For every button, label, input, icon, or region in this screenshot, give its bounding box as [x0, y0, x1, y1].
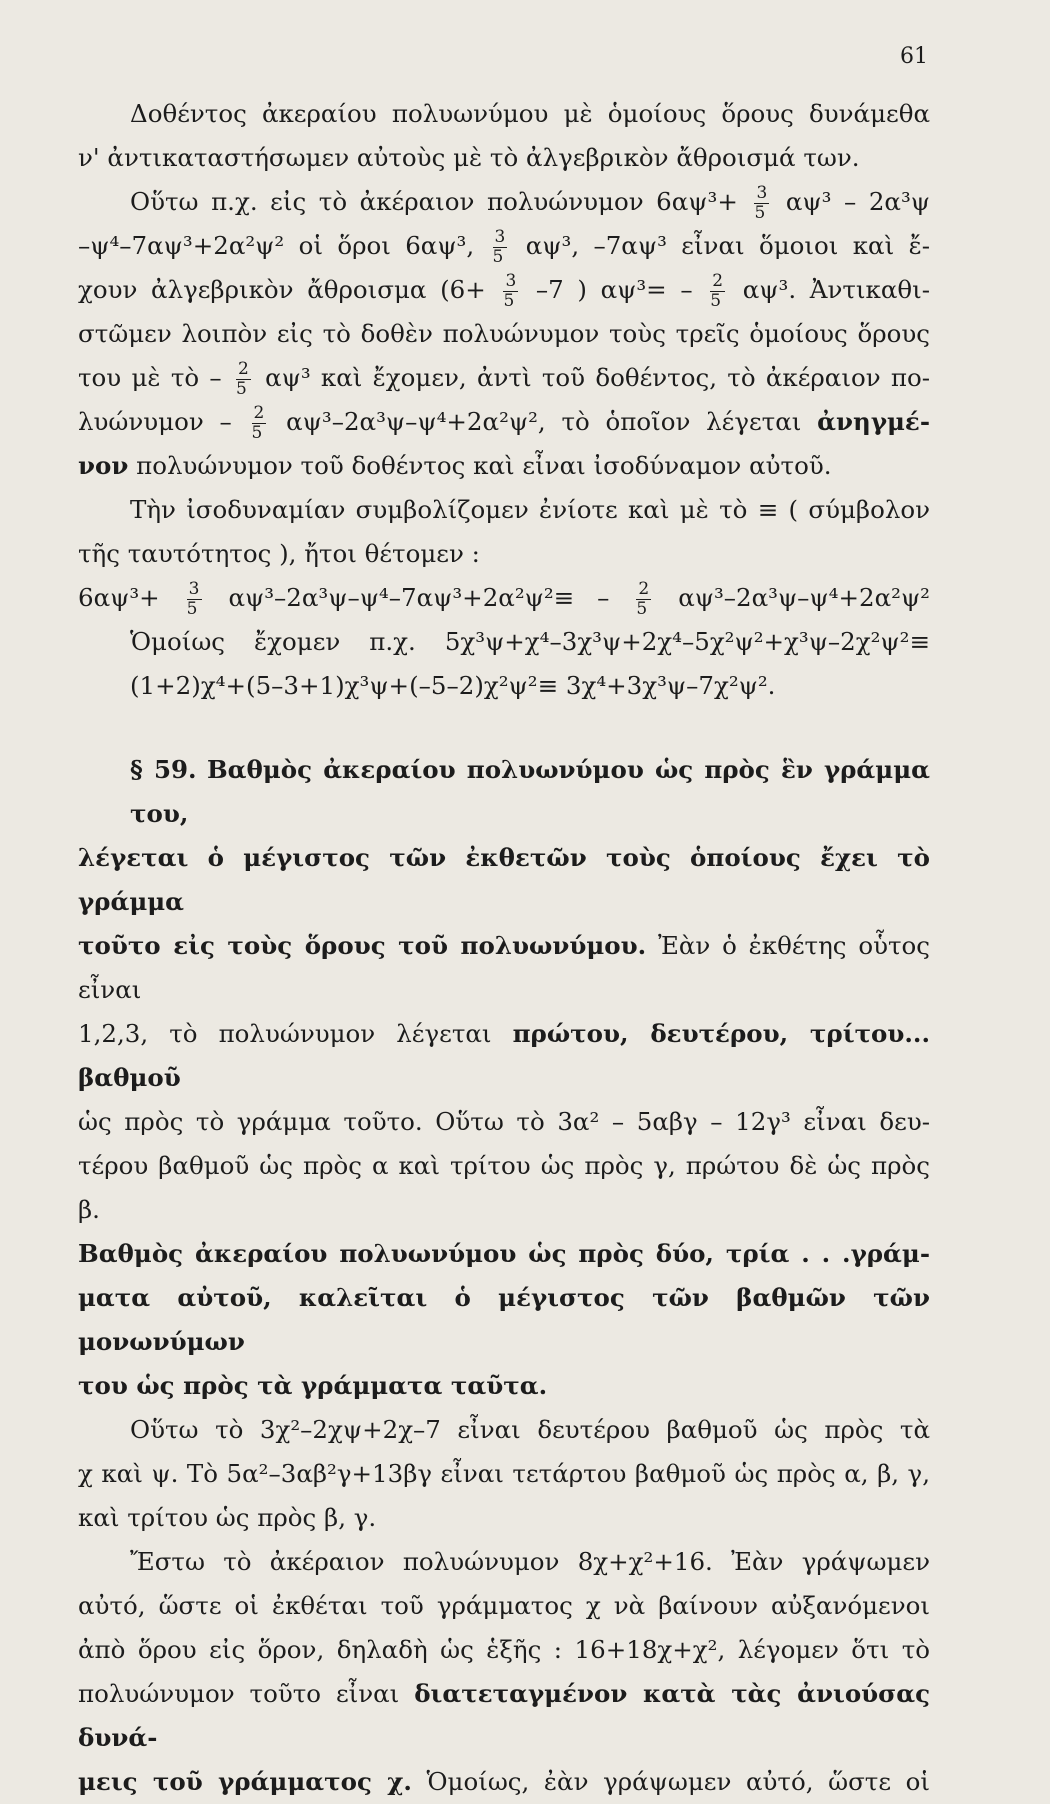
text-span: Οὕτω π.χ. εἰς τὸ ἀκέραιον πολυώνυμον 6αψ³+: [130, 187, 738, 216]
text-span: πολυώνυμον τοῦ δοθέντος καὶ εἶναι ἰσοδύναμον αὐτοῦ.: [136, 451, 832, 480]
page-number: 61: [900, 44, 928, 69]
bold-term: πρώτου, δευτέρου, τρίτου... βαθμοῦ: [78, 1019, 930, 1092]
numerator: 2: [253, 403, 265, 423]
text-line: ματα αὐτοῦ, καλεῖται ὁ μέγιστος τῶν βαθμῶν τῶν μονωνύμων: [78, 1283, 930, 1356]
text-line: [78, 268, 930, 312]
formula-line: (1+2)χ⁴+(5–3+1)χ³ψ+(–5–2)χ²ψ²≡ 3χ⁴+3χ³ψ–7χ²ψ².: [130, 671, 776, 700]
text-span: αψ³ καὶ ἔχομεν, ἀντὶ τοῦ δοθέντος, τὸ ἀκέραιον πο-: [265, 363, 931, 392]
section-number: § 59.: [130, 755, 197, 784]
numerator: 3: [188, 579, 200, 599]
text-span: 1,2,3, τὸ πολυώνυμον λέγεται: [78, 1019, 492, 1048]
fraction: [493, 228, 508, 267]
bold-term: ἀνηγμέ-: [817, 407, 930, 436]
bold-term: μεις τοῦ γράμματος χ.: [78, 1767, 412, 1796]
text-line: ν' ἀντικαταστήσωμεν αὐτοὺς μὲ τὸ ἀλγεβρικὸν ἄθροισμά των.: [78, 143, 860, 172]
text-span: αψ³. Ἀντικαθι-: [742, 275, 930, 304]
formula-line: [78, 576, 930, 620]
text-span: –7 ) αψ³= –: [535, 275, 693, 304]
text-line: Δοθέντος ἀκεραίου πολυωνύμου μὲ ὁμοίους ὅρους δυνάμεθα: [130, 99, 930, 128]
denominator: 5: [251, 423, 263, 443]
text-span: Ὁμοίως, ἐὰν γράψωμεν αὐτό, ὥστε οἱ: [426, 1767, 930, 1796]
text-line: χ καὶ ψ. Τὸ 5α²–3αβ²γ+13βγ εἶναι τετάρτου βαθμοῦ ὡς πρὸς α, β, γ,: [78, 1459, 930, 1488]
denominator: 5: [636, 599, 648, 619]
fraction: [710, 272, 725, 311]
fraction: [754, 184, 769, 223]
text-span: χουν ἀλγεβρικὸν ἄθροισμα (6+: [78, 275, 486, 304]
text-span: αψ³–2α³ψ–ψ⁴+2α²ψ²: [678, 583, 930, 612]
text-line: ἀπὸ ὅρου εἰς ὅρον, δηλαδὴ ὡς ἑξῆς : 16+18χ+χ², λέγομεν ὅτι τὸ: [78, 1635, 930, 1664]
text-line: λέγεται ὁ μέγιστος τῶν ἐκθετῶν τοὺς ὁποίους ἔχει τὸ γράμμα: [78, 843, 930, 916]
text-span: πολυώνυμον τοῦτο εἶναι: [78, 1679, 400, 1708]
text-line: [78, 180, 930, 224]
fraction: [636, 580, 651, 619]
fraction: [252, 404, 267, 443]
text-line: του ὡς πρὸς τὰ γράμματα ταῦτα.: [78, 1371, 548, 1400]
fraction: [187, 580, 202, 619]
denominator: 5: [235, 379, 247, 399]
text-line: τέρου βαθμοῦ ὡς πρὸς α καὶ τρίτου ὡς πρὸς γ, πρώτου δὲ ὡς πρὸς β.: [78, 1151, 930, 1224]
numerator: 2: [237, 359, 249, 379]
text-span: λυώνυμον –: [78, 407, 232, 436]
text-line: [78, 924, 930, 1012]
text-span: αψ³–2α³ψ–ψ⁴–7αψ³+2α²ψ²≡ –: [228, 583, 610, 612]
numerator: 3: [756, 183, 768, 203]
formula-line: Ὁμοίως ἔχομεν π.χ. 5χ³ψ+χ⁴–3χ³ψ+2χ⁴–5χ²ψ²+χ³ψ–2χ²ψ²≡: [130, 627, 930, 656]
text-line: στῶμεν λοιπὸν εἰς τὸ δοθὲν πολυώνυμον τοὺς τρεῖς ὁμοίους ὅρους: [78, 319, 930, 348]
bold-term: διατεταγμένον κατὰ τὰς ἀνιούσας δυνά-: [78, 1679, 930, 1752]
text-line: [78, 1012, 930, 1100]
text-line: καὶ τρίτου ὡς πρὸς β, γ.: [78, 1503, 377, 1532]
denominator: 5: [186, 599, 198, 619]
text-line: Οὕτω τὸ 3χ²–2χψ+2χ–7 εἶναι δευτέρου βαθμοῦ ὡς πρὸς τὰ: [130, 1415, 930, 1444]
text-line: [78, 444, 930, 488]
text-line: τῆς ταυτότητος ), ἤτοι θέτομεν :: [78, 539, 480, 568]
section-heading: [78, 748, 930, 836]
text-span: του μὲ τὸ –: [78, 363, 222, 392]
text-line: Τὴν ἰσοδυναμίαν συμβολίζομεν ἐνίοτε καὶ μὲ τὸ ≡ ( σύμβολον: [130, 495, 930, 524]
text-line: [78, 356, 930, 400]
text-span: 6αψ³+: [78, 583, 160, 612]
bold-term: τοῦτο εἰς τοὺς ὅρους τοῦ πολυωνύμου.: [78, 931, 647, 960]
bold-term: Βαθμὸς ἀκεραίου πολυωνύμου ὡς πρὸς ἓν γράμμα του,: [130, 755, 931, 828]
text-line: ὡς πρὸς τὸ γράμμα τοῦτο. Οὕτω τὸ 3α² – 5αβγ – 12γ³ εἶναι δευ-: [78, 1107, 930, 1136]
text-line: [78, 1760, 930, 1804]
denominator: 5: [754, 203, 766, 223]
denominator: 5: [492, 247, 504, 267]
text-line: [78, 400, 930, 444]
text-span: –ψ⁴–7αψ³+2α²ψ² οἱ ὅροι 6αψ³,: [78, 231, 475, 260]
denominator: 5: [503, 291, 515, 311]
fraction: [503, 272, 518, 311]
numerator: 3: [505, 271, 517, 291]
text-span: αψ³ – 2α³ψ: [785, 187, 930, 216]
spacer: [78, 708, 930, 748]
denominator: 5: [710, 291, 722, 311]
text-span: αψ³, –7αψ³ εἶναι ὅμοιοι καὶ ἔ-: [525, 231, 930, 260]
text-span: Ἐὰν ὁ ἐκθέτης οὗτος εἶναι: [78, 931, 930, 1004]
numerator: 2: [712, 271, 724, 291]
text-line: Ἔστω τὸ ἀκέραιον πολυώνυμον 8χ+χ²+16. Ἐὰν γράψωμεν: [130, 1547, 930, 1576]
text-line: Βαθμὸς ἀκεραίου πολυωνύμου ὡς πρὸς δύο, τρία . . .γράμ-: [78, 1239, 930, 1268]
bold-term: νον: [78, 451, 129, 480]
text-line: [78, 224, 930, 268]
numerator: 3: [494, 227, 506, 247]
text-line: [78, 1672, 930, 1760]
numerator: 2: [638, 579, 650, 599]
text-line: αὐτό, ὥστε οἱ ἐκθέται τοῦ γράμματος χ νὰ βαίνουν αὐξανόμενοι: [78, 1591, 930, 1620]
text-span: αψ³–2α³ψ–ψ⁴+2α²ψ², τὸ ὁποῖον λέγεται: [286, 407, 802, 436]
fraction: [236, 360, 251, 399]
